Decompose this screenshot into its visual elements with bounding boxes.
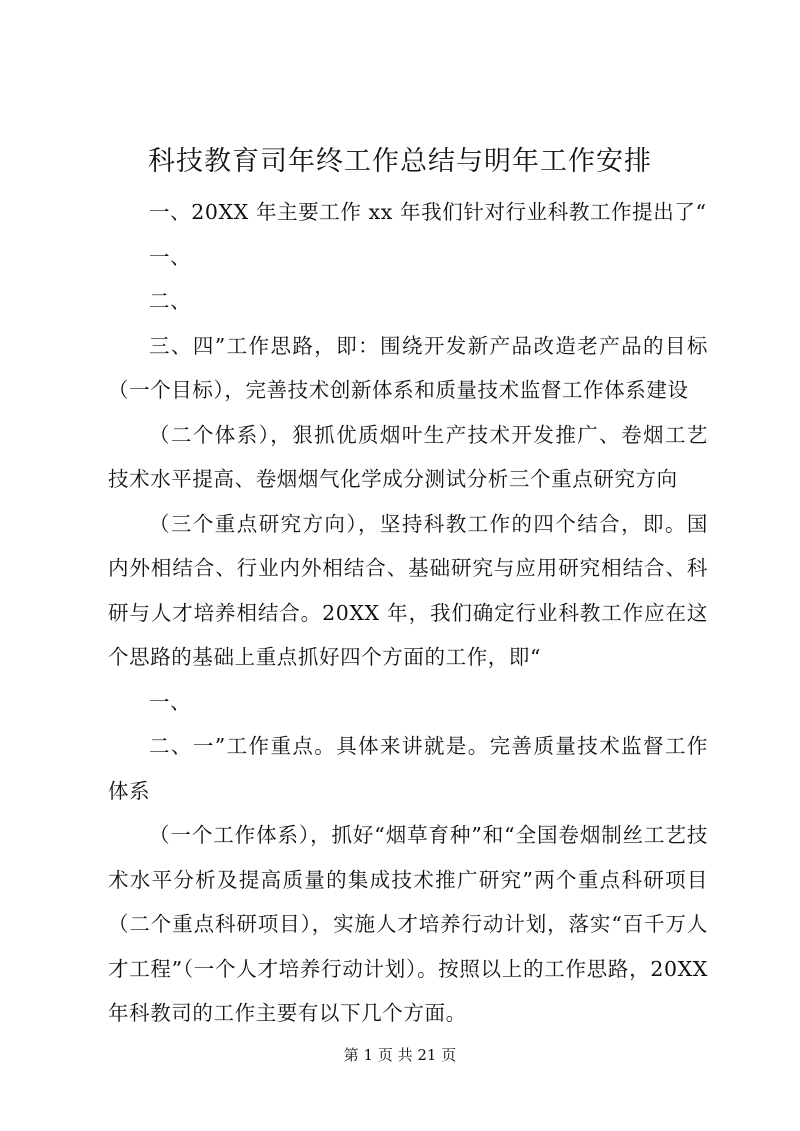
paragraph: 二、: [149, 289, 192, 313]
paragraph: （一个工作体系），抓好“烟草育种”和“全国卷烟制丝工艺技术水平分析及提高质量的集成技术推广研究”两个重点科研项目（二个重点科研项目），实施人才培养行动计划，落实“百千万人才工程”（一个人才培养行动计划）。按照以上的工作思路，20XX 年科教司的工作主要有以下几个方面。: [108, 823, 708, 1025]
page-footer: 第 1 页 共 21 页: [343, 1046, 457, 1064]
paragraph: 三、四”工作思路，即：围绕开发新产品改造老产品的目标（一个目标），完善技术创新体系和质量技术监督工作体系建设: [108, 333, 708, 402]
paragraph: 一、: [149, 244, 192, 269]
paragraph: （二个体系），狠抓优质烟叶生产技术开发推广、卷烟工艺技术水平提高、卷烟烟气化学成分测试分析三个重点研究方向: [108, 422, 708, 491]
document-body: [108, 190, 708, 1036]
document-title: 科技教育司年终工作总结与明年工作安排: [148, 146, 652, 177]
paragraph: 一、20XX 年主要工作 xx 年我们针对行业科教工作提出了“: [149, 200, 707, 224]
paragraph: （三个重点研究方向），坚持科教工作的四个结合，即。国内外相结合、行业内外相结合、基础研究与应用研究相结合、科研与人才培养相结合。20XX 年，我们确定行业科教工作应在这个思路的基础上重点抓好四个方面的工作，即“: [108, 511, 708, 669]
paragraph: 一、: [149, 689, 192, 714]
paragraph: 二、一”工作重点。具体来讲就是。完善质量技术监督工作体系: [108, 734, 708, 803]
